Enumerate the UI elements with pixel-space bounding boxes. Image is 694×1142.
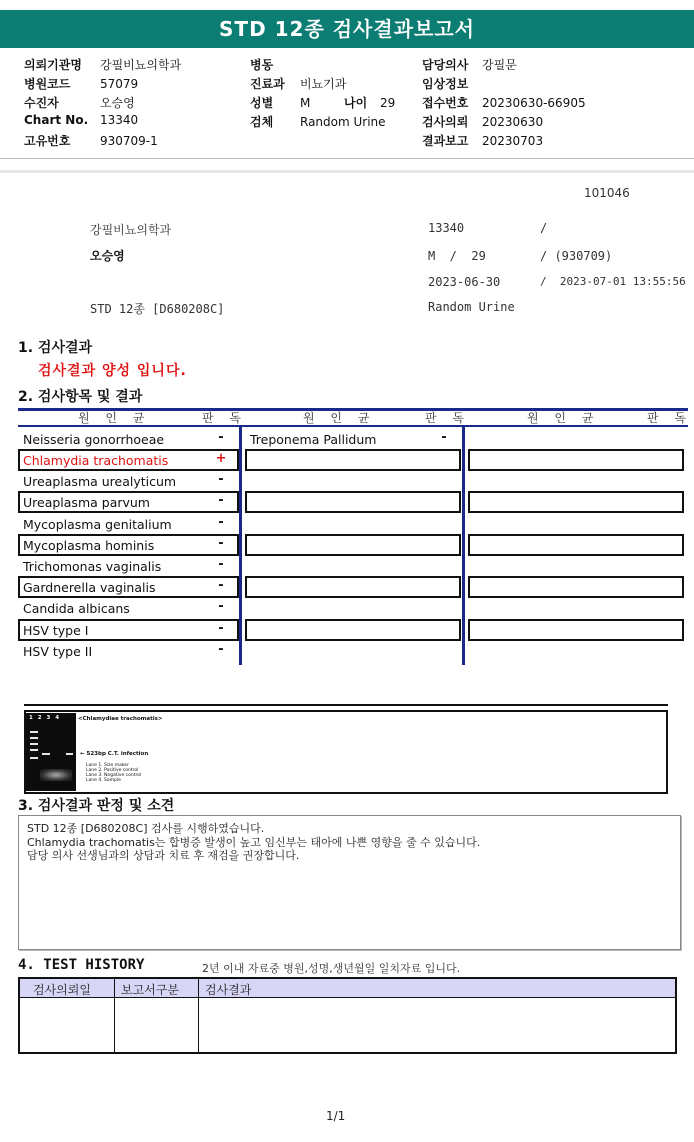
gel-band-label: ← 523bp C.T. infection	[80, 751, 149, 757]
organism-name: Candida albicans	[23, 601, 130, 616]
gel-legend: Lane 1. Size maker Lane 2. Positive control Lane 3. Negative control Lane 4. Sample	[86, 763, 142, 783]
organism-result: -	[218, 430, 224, 445]
col2-res-header: 판 독	[425, 411, 470, 425]
summary-patient: 오승영	[90, 249, 125, 263]
col3-org-header: 원 인 균	[527, 411, 600, 425]
history-table-header	[20, 979, 675, 998]
organism-name: HSV type II	[23, 644, 93, 659]
organism-result: -	[441, 430, 447, 445]
organism-name: Ureaplasma urealyticum	[23, 474, 177, 489]
row-box	[468, 619, 684, 641]
organism-name-positive: Chlamydia trachomatis	[23, 453, 169, 468]
organism-result: -	[218, 599, 224, 614]
col2-org-header: 원 인 균	[303, 411, 376, 425]
organism-result: -	[218, 493, 224, 508]
header-middle: 병동 진료과 비뇨기과 성별 M 나이 29 검체 Random Urine	[250, 58, 396, 129]
header-right: 담당의사 강필문 임상정보 접수번호 20230630-66905 검사의뢰 20230630 결과보고 20230703	[422, 58, 586, 148]
organism-name: HSV type I	[23, 623, 89, 638]
organism-result: -	[218, 621, 224, 636]
gel-electrophoresis-image: 1 2 3 4	[26, 713, 76, 791]
organism-name: Neisseria gonorrhoeae	[23, 432, 165, 447]
organism-name: Trichomonas vaginalis	[23, 559, 162, 574]
summary-chart: 13340	[428, 221, 465, 235]
organism-name: Gardnerella vaginalis	[23, 580, 156, 595]
organism-result: -	[218, 472, 224, 487]
row-box	[245, 619, 461, 641]
header-left: 의뢰기관명 강필비뇨의학과 병원코드 57079 수진자 오승영 Chart No. 13340 고유번호 930709-1	[24, 58, 182, 148]
page-number: 1/1	[326, 1109, 346, 1123]
row-box	[245, 449, 461, 471]
organism-name: Mycoplasma hominis	[23, 538, 155, 553]
summary-received: 2023-06-30	[428, 275, 501, 289]
organism-result: -	[218, 578, 224, 593]
summary-test: STD 12종 [D680208C]	[90, 302, 225, 316]
summary-code: 101046	[584, 186, 630, 200]
section-1-title: 1. 검사결과	[18, 340, 93, 356]
organism-name: Ureaplasma parvum	[23, 495, 150, 510]
history-col-date: 검사의뢰일	[33, 983, 91, 997]
header-shadow-divider	[0, 170, 694, 173]
opinion-line: STD 12종 [D680208C] 검사를 시행하였습니다.	[27, 822, 265, 835]
summary-sex-age: M / 29	[428, 249, 486, 263]
opinion-box	[18, 815, 681, 950]
col1-res-header: 판 독	[202, 411, 247, 425]
summary-birth: / (930709)	[540, 249, 613, 263]
header-divider	[0, 158, 694, 159]
organism-result: -	[218, 536, 224, 551]
history-note: 2년 이내 자료중 병원,성명,생년월일 일치자료 입니다.	[202, 962, 461, 975]
summary-specimen: Random Urine	[428, 300, 515, 314]
organism-result: -	[218, 515, 224, 530]
opinion-line: Chlamydia trachomatis는 합병증 발생이 높고 임신부는 태아에 나쁜 영향을 줄 수 있습니다.	[27, 835, 481, 849]
history-col-type: 보고서구분	[121, 983, 179, 997]
row-box	[245, 534, 461, 556]
section-4-title: 4. TEST HISTORY	[18, 957, 145, 973]
row-box	[468, 534, 684, 556]
col1-org-header: 원 인 균	[78, 411, 151, 425]
organism-name: Mycoplasma genitalium	[23, 517, 172, 532]
summary-reported: / 2023-07-01 13:55:56	[540, 275, 686, 288]
row-box	[245, 576, 461, 598]
summary-slash: /	[540, 221, 548, 235]
organism-name: Treponema Pallidum	[250, 432, 377, 447]
gel-title: <Chlamydiae trachomatis>	[78, 716, 163, 722]
table-col-divider-2	[462, 425, 465, 665]
history-col-result: 검사결과	[205, 983, 252, 997]
table-col-divider-1	[239, 425, 242, 665]
row-box	[245, 491, 461, 513]
summary-institution: 강필비뇨의학과	[90, 223, 172, 237]
row-box	[468, 449, 684, 471]
section-3-title: 3. 검사결과 판정 및 소견	[18, 798, 175, 814]
report-title: STD 12종 검사결과보고서	[0, 10, 694, 48]
opinion-line: 담당 의사 선생님과의 상담과 치료 후 재검을 권장합니다.	[27, 849, 300, 862]
gel-top-rule	[24, 704, 668, 706]
section-2-title: 2. 검사항목 및 결과	[18, 389, 143, 405]
positive-result: 검사결과 양성 입니다.	[38, 363, 187, 379]
history-col-divider	[114, 979, 115, 1052]
col3-res-header: 판 독	[647, 411, 692, 425]
organism-result: -	[218, 642, 224, 657]
history-col-divider	[198, 979, 199, 1052]
organism-result: -	[218, 557, 224, 572]
row-box	[468, 576, 684, 598]
organism-result-positive: +	[215, 451, 227, 466]
row-box	[468, 491, 684, 513]
